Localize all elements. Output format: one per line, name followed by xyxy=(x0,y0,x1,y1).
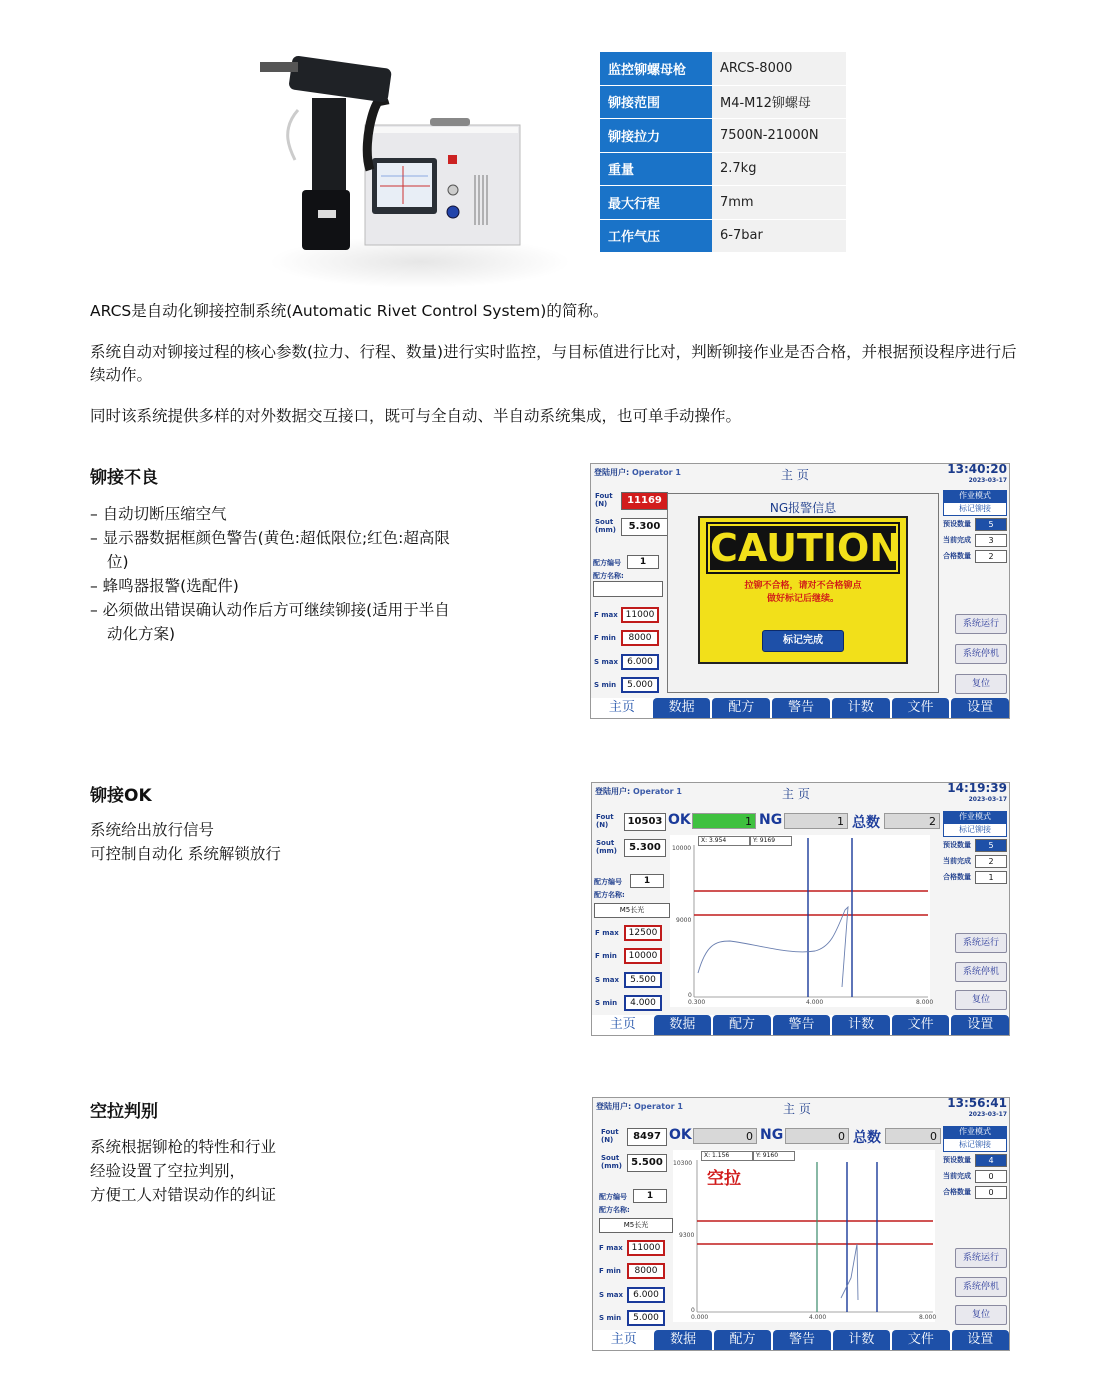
spec-row xyxy=(600,52,846,85)
fmin-value[interactable]: 8000 xyxy=(621,630,659,646)
tab-settings[interactable]: 设置 xyxy=(952,1330,1009,1350)
recipe-name-label: 配方名称: xyxy=(593,572,624,580)
tab-home[interactable]: 主页 xyxy=(593,698,651,718)
total-label: 总数 xyxy=(853,1130,881,1146)
sout-value: 5.300 xyxy=(621,518,668,536)
system-run-button[interactable]: 系统运行 xyxy=(955,1248,1007,1268)
system-run-button[interactable]: 系统运行 xyxy=(955,614,1007,634)
fout-label: Fout (N) xyxy=(596,813,614,829)
preset-label: 预设数量 xyxy=(943,520,971,528)
spec-row xyxy=(600,85,846,119)
force-stroke-plot xyxy=(673,1150,935,1322)
x-axis-tick: 0.300 xyxy=(688,999,706,1006)
spec-key: 最大行程 xyxy=(600,186,712,220)
tab-home[interactable]: 主页 xyxy=(594,1015,652,1035)
smax-value[interactable]: 6.000 xyxy=(627,1287,665,1303)
fmin-value[interactable]: 8000 xyxy=(627,1263,665,1279)
fmax-value[interactable]: 11000 xyxy=(621,607,659,623)
tab-file[interactable]: 文件 xyxy=(892,698,950,718)
fmin-label: F min xyxy=(595,952,617,960)
fout-value: 11169 xyxy=(621,492,668,510)
tab-warning[interactable]: 警告 xyxy=(773,1330,830,1350)
side-panel xyxy=(943,490,1007,564)
done-value: 0 xyxy=(975,1170,1007,1183)
x-readout: X: 3.954 xyxy=(698,836,750,846)
spec-row xyxy=(600,152,846,186)
spec-row xyxy=(600,219,846,253)
spec-value: M4-M12铆螺母 xyxy=(712,85,846,119)
spec-row xyxy=(600,119,846,153)
done-label: 当前完成 xyxy=(943,857,971,865)
system-stop-button[interactable]: 系统停机 xyxy=(955,644,1007,664)
side-panel xyxy=(943,1126,1007,1200)
ok-count-box: 0 xyxy=(693,1128,757,1144)
bullet-item: – 自动切断压缩空气 xyxy=(90,505,227,523)
tab-recipe[interactable]: 配方 xyxy=(713,1015,771,1035)
tab-data[interactable]: 数据 xyxy=(654,1015,712,1035)
fmax-value[interactable]: 12500 xyxy=(624,925,662,941)
product-image xyxy=(250,40,590,290)
bullet-item: – 蜂鸣器报警(选配件) xyxy=(90,577,239,595)
x-axis-tick: 4.000 xyxy=(809,1314,827,1321)
sout-label: Sout (mm) xyxy=(595,518,616,534)
intro-paragraph: ARCS是自动化铆接控制系统(Automatic Rivet Control System)的简称。 xyxy=(90,302,609,320)
tab-settings[interactable]: 设置 xyxy=(951,1015,1009,1035)
reset-button[interactable]: 复位 xyxy=(955,990,1007,1010)
fmax-label: F max xyxy=(599,1244,623,1252)
user-label: 登陆用户: xyxy=(596,1102,632,1111)
preset-label: 预设数量 xyxy=(943,841,971,849)
recipe-no-value[interactable]: 1 xyxy=(627,555,659,569)
sout-value: 5.300 xyxy=(624,839,666,857)
sout-label: Sout (mm) xyxy=(601,1154,622,1170)
y-axis-tick: 9000 xyxy=(676,917,692,924)
smax-label: S max xyxy=(599,1291,624,1299)
hmi-screen-ng xyxy=(590,463,1010,719)
y-axis-tick: 9300 xyxy=(679,1232,695,1239)
screen-title: 主 页 xyxy=(782,787,810,801)
tab-data[interactable]: 数据 xyxy=(654,1330,711,1350)
done-value: 3 xyxy=(975,534,1007,547)
force-stroke-plot xyxy=(670,835,934,1007)
spec-key: 铆接拉力 xyxy=(600,119,712,153)
caution-message-line: 拉铆不合格，请对不合格铆点 xyxy=(744,581,862,591)
sout-value: 5.500 xyxy=(627,1154,667,1172)
system-stop-button[interactable]: 系统停机 xyxy=(955,962,1007,982)
section-title: 铆接不良 xyxy=(90,468,158,488)
fout-label: Fout (N) xyxy=(601,1128,619,1144)
y-axis-tick: 10300 xyxy=(673,1160,693,1167)
spec-row xyxy=(600,186,846,220)
recipe-name-label: 配方名称: xyxy=(599,1206,630,1214)
recipe-no-value[interactable]: 1 xyxy=(633,1189,667,1203)
spec-key: 重量 xyxy=(600,152,712,186)
done-label: 当前完成 xyxy=(943,536,971,544)
tab-count[interactable]: 计数 xyxy=(832,698,890,718)
mode-header[interactable]: 作业模式 xyxy=(943,1126,1007,1138)
x-axis-tick: 8.000 xyxy=(919,1314,937,1321)
recipe-name-label: 配方名称: xyxy=(594,891,625,899)
intro-paragraph: 同时该系统提供多样的对外数据交互接口，既可与全自动、半自动系统集成，也可单手动操作。 xyxy=(90,407,742,425)
clock: 13:56:41 xyxy=(947,1097,1007,1110)
spec-key: 监控铆螺母枪 xyxy=(600,52,712,85)
spec-value: 6-7bar xyxy=(712,219,846,253)
preset-label: 预设数量 xyxy=(943,1156,971,1164)
ok-status: OK xyxy=(669,1127,692,1143)
total-label: 总数 xyxy=(852,815,880,831)
tab-home[interactable]: 主页 xyxy=(595,1330,652,1350)
mode-value[interactable]: 标记铆接 xyxy=(943,502,1007,516)
screen-title: 主 页 xyxy=(781,468,809,482)
body-line: 系统根据铆枪的特性和行业 xyxy=(90,1138,277,1156)
x-axis-tick: 8.000 xyxy=(916,999,934,1006)
smin-label: S min xyxy=(595,999,618,1007)
fmin-value[interactable]: 10000 xyxy=(624,948,662,964)
smin-label: S min xyxy=(594,681,617,689)
preset-value[interactable]: 5 xyxy=(975,518,1007,531)
body-line: 方便工人对错误动作的纠证 xyxy=(90,1186,277,1204)
smin-value[interactable]: 5.000 xyxy=(621,677,659,693)
spec-key: 铆接范围 xyxy=(600,85,712,119)
user-label: 登陆用户: xyxy=(595,787,631,796)
fout-value: 10503 xyxy=(624,813,666,831)
mode-header[interactable]: 作业模式 xyxy=(943,811,1007,823)
force-curve xyxy=(841,1244,858,1300)
spec-value: ARCS-8000 xyxy=(712,52,846,85)
recipe-no-label: 配方编号 xyxy=(594,878,622,886)
sout-label: Sout (mm) xyxy=(596,839,617,855)
smax-label: S max xyxy=(595,976,620,984)
spec-value: 7mm xyxy=(712,186,846,220)
fmin-label: F min xyxy=(594,634,616,642)
total-count-box: 0 xyxy=(885,1128,941,1144)
ok-count-value: 2 xyxy=(975,550,1007,563)
bottom-tabs xyxy=(591,698,1009,718)
caution-message-line: 做好标记后继续。 xyxy=(766,594,839,604)
recipe-name-value[interactable]: M5长光 xyxy=(594,903,670,918)
preset-value[interactable]: 4 xyxy=(975,1154,1007,1167)
ok-count-value: 0 xyxy=(975,1186,1007,1199)
hmi-screen-empty-pull xyxy=(592,1097,1010,1351)
spec-value: 7500N-21000N xyxy=(712,119,846,153)
tab-file[interactable]: 文件 xyxy=(892,1015,950,1035)
mode-header[interactable]: 作业模式 xyxy=(943,490,1007,502)
bottom-tabs xyxy=(593,1330,1009,1350)
tab-warning[interactable]: 警告 xyxy=(773,1015,831,1035)
recipe-no-label: 配方编号 xyxy=(599,1193,627,1201)
screen-title: 主 页 xyxy=(783,1102,811,1116)
preset-value[interactable]: 5 xyxy=(975,839,1007,852)
smin-label: S min xyxy=(599,1314,622,1322)
date: 2023-03-17 xyxy=(968,796,1007,803)
section-title: 铆接OK xyxy=(90,786,152,806)
intro-paragraph: 系统自动对铆接过程的核心参数(拉力、行程、数量)进行实时监控，与目标值进行比对，判断铆接作业是否合格，并根据预设程序进行后续动作。 xyxy=(90,343,1017,384)
spec-value: 2.7kg xyxy=(712,152,846,186)
ok-count-label: 合格数量 xyxy=(943,1188,971,1196)
body-line: 可控制自动化 系统解锁放行 xyxy=(90,845,281,863)
x-axis-tick: 0.000 xyxy=(691,1314,709,1321)
y-axis-tick: 10000 xyxy=(672,845,692,852)
ok-count-box: 1 xyxy=(692,813,756,829)
y-axis-tick: 0 xyxy=(691,1307,695,1314)
force-curve xyxy=(698,907,848,987)
tab-warning[interactable]: 警告 xyxy=(772,698,830,718)
date: 2023-03-17 xyxy=(968,477,1007,484)
ng-count-box: 0 xyxy=(785,1128,849,1144)
x-readout: X: 1.156 xyxy=(701,1151,753,1161)
spec-table xyxy=(600,52,846,253)
total-count-box: 2 xyxy=(884,813,940,829)
caution-label: CAUTION xyxy=(710,526,902,570)
mode-value[interactable]: 标记铆接 xyxy=(943,823,1007,837)
mark-complete-button[interactable]: 标记完成 xyxy=(762,630,844,652)
tab-recipe[interactable]: 配方 xyxy=(714,1330,771,1350)
ng-count-box: 1 xyxy=(784,813,848,829)
y-readout: Y: 9160 xyxy=(753,1151,795,1161)
fmax-value[interactable]: 11000 xyxy=(627,1240,665,1256)
done-value: 2 xyxy=(975,855,1007,868)
bullet-item: – 必须做出错误确认动作后方可继续铆接(适用于半自动化方案) xyxy=(90,601,450,643)
hmi-screen-ok xyxy=(591,782,1010,1036)
ng-alarm-dialog xyxy=(667,493,939,693)
body-line: 经验设置了空拉判别， xyxy=(90,1162,246,1180)
section-body xyxy=(90,1135,450,1207)
recipe-no-value[interactable]: 1 xyxy=(630,874,664,888)
recipe-name-value[interactable]: M5长光 xyxy=(599,1218,673,1233)
user-name: Operator 1 xyxy=(634,1102,683,1111)
dialog-title: NG报警信息 xyxy=(769,501,837,515)
fmax-label: F max xyxy=(595,929,619,937)
tab-count[interactable]: 计数 xyxy=(833,1330,890,1350)
system-stop-button[interactable]: 系统停机 xyxy=(955,1277,1007,1297)
system-run-button[interactable]: 系统运行 xyxy=(955,933,1007,953)
ok-status: OK xyxy=(668,812,691,828)
done-label: 当前完成 xyxy=(943,1172,971,1180)
clock: 14:19:39 xyxy=(947,782,1007,795)
fmax-label: F max xyxy=(594,611,618,619)
ok-count-label: 合格数量 xyxy=(943,552,971,560)
ng-status: NG xyxy=(759,812,783,828)
tab-recipe[interactable]: 配方 xyxy=(712,698,770,718)
ok-count-value: 1 xyxy=(975,871,1007,884)
fout-value: 8497 xyxy=(627,1128,667,1146)
y-readout: Y: 9169 xyxy=(750,836,792,846)
section-title: 空拉判别 xyxy=(90,1102,158,1122)
tab-settings[interactable]: 设置 xyxy=(951,698,1009,718)
fmin-label: F min xyxy=(599,1267,621,1275)
y-axis-tick: 0 xyxy=(688,992,692,999)
smax-value[interactable]: 5.500 xyxy=(624,972,662,988)
date: 2023-03-17 xyxy=(968,1111,1007,1118)
recipe-name-value[interactable] xyxy=(593,581,663,597)
smin-value[interactable]: 4.000 xyxy=(624,995,662,1011)
caution-sign xyxy=(698,516,908,664)
ng-status: NG xyxy=(760,1127,784,1143)
bottom-tabs xyxy=(592,1015,1009,1035)
fout-label: Fout (N) xyxy=(595,492,613,508)
user-label: 登陆用户: xyxy=(594,468,630,477)
clock: 13:40:20 xyxy=(947,463,1007,476)
smin-value[interactable]: 5.000 xyxy=(627,1310,665,1326)
bullet-item: – 显示器数据框颜色警告(黄色:超低限位;红色:超高限位) xyxy=(90,529,450,571)
tab-count[interactable]: 计数 xyxy=(832,1015,890,1035)
spec-key: 工作气压 xyxy=(600,219,712,253)
smax-label: S max xyxy=(594,658,619,666)
section-body xyxy=(90,818,450,866)
mode-value[interactable]: 标记铆接 xyxy=(943,1138,1007,1152)
reset-button[interactable]: 复位 xyxy=(955,1305,1007,1325)
ok-count-label: 合格数量 xyxy=(943,873,971,881)
x-axis-tick: 4.000 xyxy=(806,999,824,1006)
empty-pull-label: 空拉 xyxy=(707,1169,741,1189)
body-line: 系统给出放行信号 xyxy=(90,821,215,839)
smax-value[interactable]: 6.000 xyxy=(621,654,659,670)
user-name: Operator 1 xyxy=(632,468,681,477)
recipe-no-label: 配方编号 xyxy=(593,559,621,567)
tab-file[interactable]: 文件 xyxy=(892,1330,949,1350)
section-body xyxy=(90,502,450,646)
reset-button[interactable]: 复位 xyxy=(955,674,1007,694)
side-panel xyxy=(943,811,1007,885)
user-name: Operator 1 xyxy=(633,787,682,796)
tab-data[interactable]: 数据 xyxy=(653,698,711,718)
